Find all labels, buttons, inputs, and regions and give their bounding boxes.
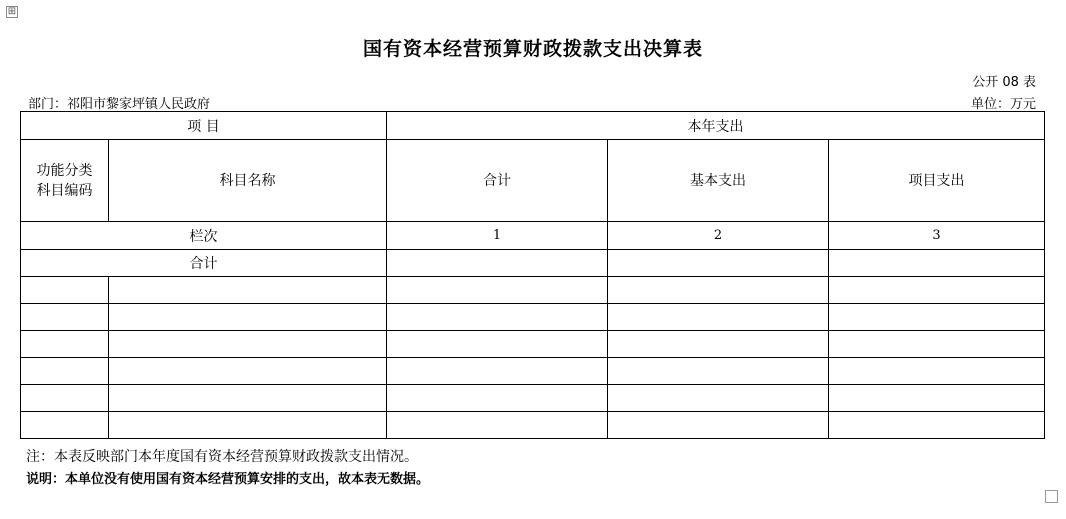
table-row bbox=[21, 358, 1045, 385]
table-cell[interactable] bbox=[608, 358, 829, 385]
table-cell[interactable] bbox=[608, 331, 829, 358]
table-cell[interactable] bbox=[387, 412, 608, 439]
table-cell[interactable] bbox=[608, 385, 829, 412]
table-cell[interactable] bbox=[829, 250, 1045, 277]
table-cell[interactable] bbox=[387, 358, 608, 385]
table-cell[interactable] bbox=[608, 304, 829, 331]
table-cell[interactable] bbox=[829, 412, 1045, 439]
total-row-label: 合计 bbox=[21, 250, 387, 277]
table-cell[interactable] bbox=[109, 412, 387, 439]
table-cell[interactable] bbox=[109, 358, 387, 385]
table-cell[interactable] bbox=[608, 412, 829, 439]
table-move-handle-icon[interactable]: ⊞ bbox=[7, 6, 17, 17]
project-expense-column-header: 项目支出 bbox=[829, 140, 1045, 222]
total-column-header: 合计 bbox=[387, 140, 608, 222]
table-cell[interactable] bbox=[608, 277, 829, 304]
name-header: 科目名称 bbox=[109, 140, 387, 222]
unit-label: 单位：万元 bbox=[970, 97, 1036, 112]
department-label: 部门：祁阳市黎家坪镇人民政府 bbox=[28, 97, 211, 112]
page-title: 国有资本经营预算财政拨款支出决算表 bbox=[362, 38, 703, 60]
table-cell[interactable] bbox=[21, 331, 109, 358]
column-index-1: 1 bbox=[387, 222, 608, 250]
table-cell[interactable] bbox=[21, 304, 109, 331]
column-index-row bbox=[21, 222, 1045, 250]
table-cell[interactable] bbox=[387, 277, 608, 304]
table-cell[interactable] bbox=[21, 412, 109, 439]
table-cell[interactable] bbox=[829, 304, 1045, 331]
table-cell[interactable] bbox=[109, 304, 387, 331]
table-row bbox=[21, 277, 1045, 304]
code-header bbox=[21, 140, 109, 222]
table-cell[interactable] bbox=[387, 331, 608, 358]
table-row bbox=[21, 331, 1045, 358]
form-code: 公开 08 表 bbox=[972, 75, 1036, 90]
total-row bbox=[21, 250, 1045, 277]
table-subheader-row bbox=[21, 140, 1045, 222]
table-row bbox=[21, 412, 1045, 439]
expense-header: 本年支出 bbox=[387, 112, 1045, 140]
table-note: 注：本表反映部门本年度国有资本经营预算财政拨款支出情况。 bbox=[26, 449, 418, 465]
table-header-row bbox=[21, 112, 1045, 140]
table-resize-handle[interactable] bbox=[1045, 490, 1058, 503]
code-header-line1: 功能分类 bbox=[36, 162, 93, 179]
code-header-line2: 科目编码 bbox=[36, 182, 93, 199]
expenditure-table bbox=[20, 111, 1045, 439]
table-cell[interactable] bbox=[21, 358, 109, 385]
project-header: 项 目 bbox=[21, 112, 387, 140]
table-cell[interactable] bbox=[109, 277, 387, 304]
table-cell[interactable] bbox=[387, 385, 608, 412]
table-row bbox=[21, 304, 1045, 331]
table-cell[interactable] bbox=[109, 385, 387, 412]
table-cell[interactable] bbox=[109, 331, 387, 358]
row-index-label: 栏次 bbox=[21, 222, 387, 250]
table-cell[interactable] bbox=[829, 385, 1045, 412]
column-index-2: 2 bbox=[608, 222, 829, 250]
table-cell[interactable] bbox=[387, 304, 608, 331]
table-cell[interactable] bbox=[21, 385, 109, 412]
column-index-3: 3 bbox=[829, 222, 1045, 250]
table-cell[interactable] bbox=[829, 358, 1045, 385]
basic-expense-column-header: 基本支出 bbox=[608, 140, 829, 222]
table-cell[interactable] bbox=[608, 250, 829, 277]
table-row bbox=[21, 385, 1045, 412]
table-explanation: 说明：本单位没有使用国有资本经营预算安排的支出，故本表无数据。 bbox=[26, 472, 430, 487]
table-cell[interactable] bbox=[21, 277, 109, 304]
table-cell[interactable] bbox=[829, 331, 1045, 358]
table-cell[interactable] bbox=[829, 277, 1045, 304]
table-cell[interactable] bbox=[387, 250, 608, 277]
